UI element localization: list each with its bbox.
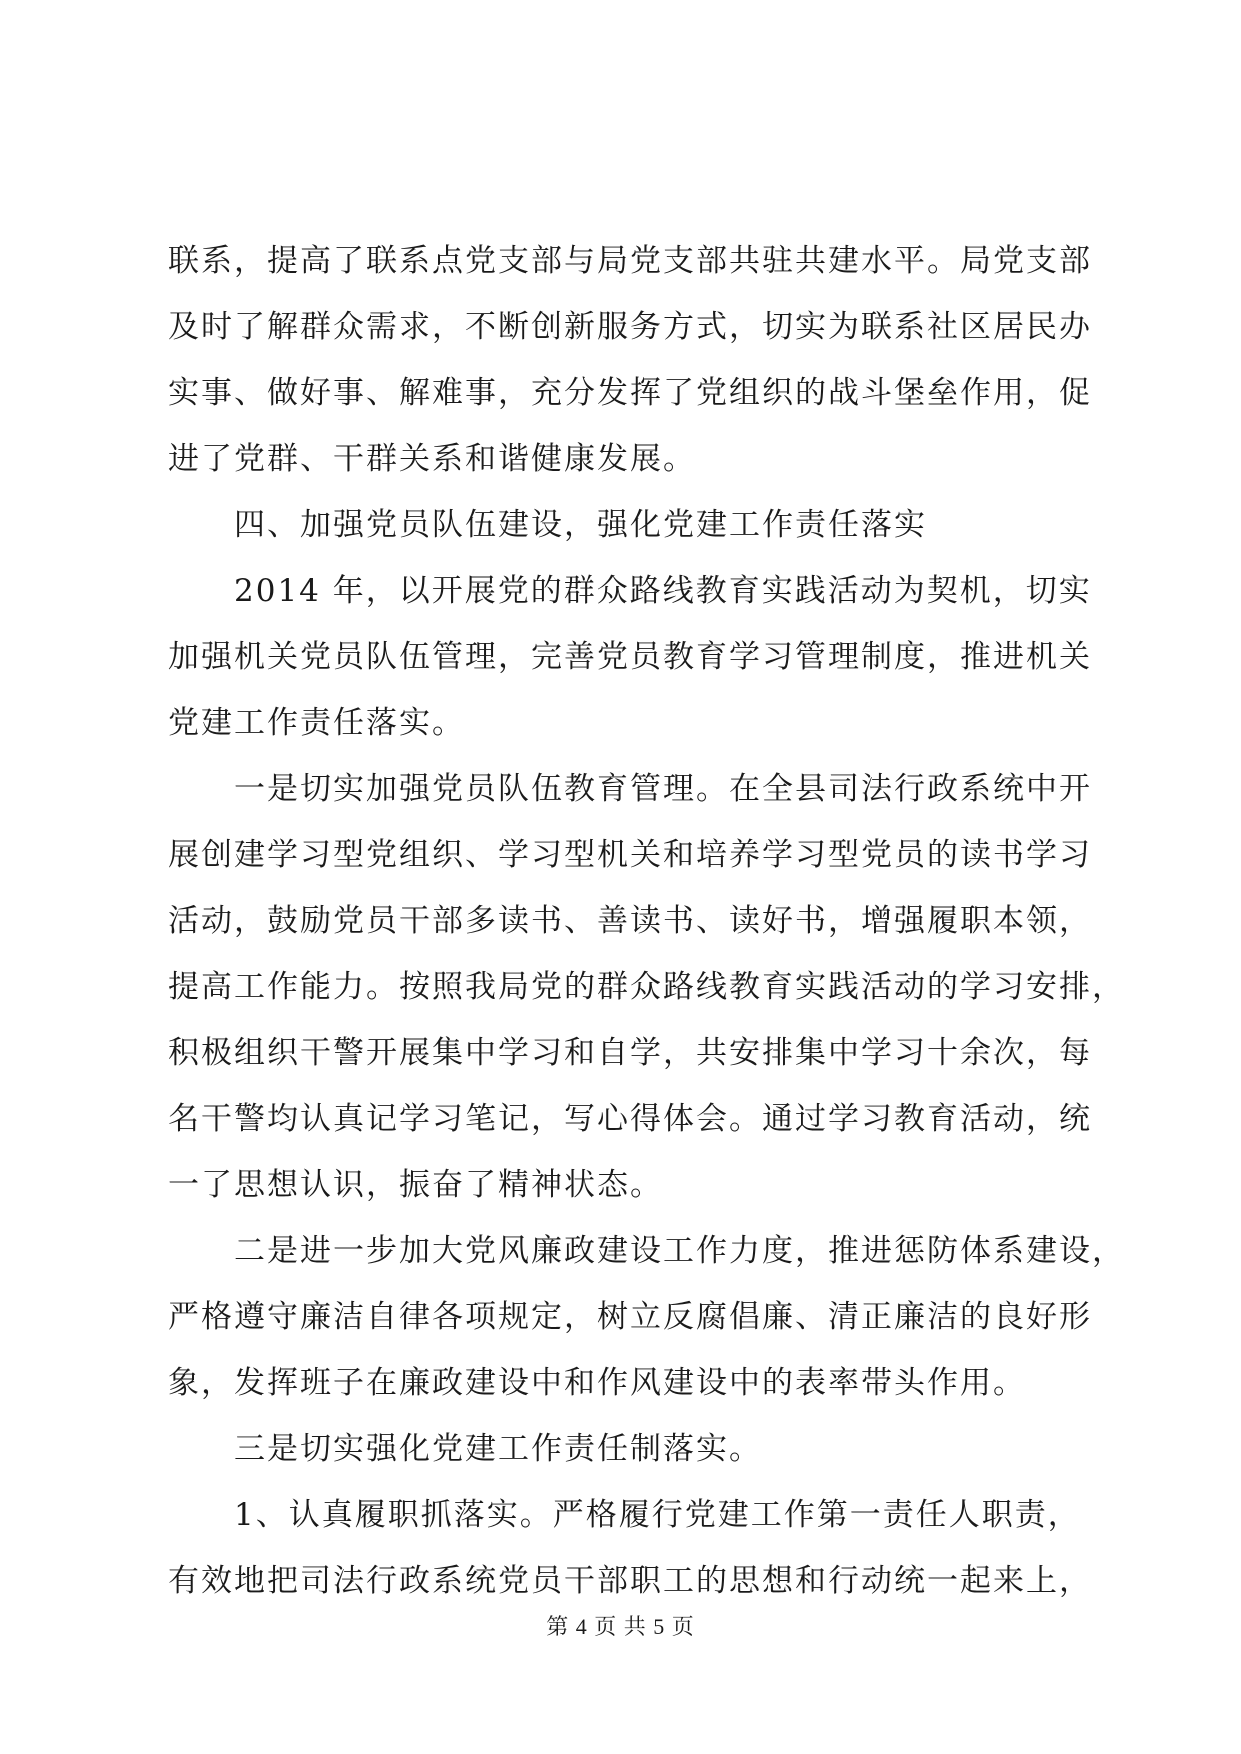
section-heading: 四、加强党员队伍建设，强化党建工作责任落实 (168, 507, 927, 543)
text-line: 一是切实加强党员队伍教育管理。在全县司法行政系统中开 (168, 771, 1092, 807)
text-line: 加强机关党员队伍管理，完善党员教育学习管理制度，推进机关 (168, 639, 1092, 675)
text-line: 二是进一步加大党风廉政建设工作力度，推进惩防体系建设， (168, 1233, 1125, 1269)
text-line: 实事、做好事、解难事，充分发挥了党组织的战斗堡垒作用，促 (168, 375, 1092, 411)
text-line: 2014 年，以开展党的群众路线教育实践活动为契机，切实 (168, 573, 1092, 609)
text-line: 展创建学习型党组织、学习型机关和培养学习型党员的读书学习 (168, 837, 1092, 873)
text-line: 活动，鼓励党员干部多读书、善读书、读好书，增强履职本领， (168, 903, 1092, 939)
document-body (168, 228, 1125, 1614)
text-line: 名干警均认真记学习笔记，写心得体会。通过学习教育活动，统 (168, 1101, 1092, 1137)
page-footer: 第 4 页 共 5 页 (546, 1614, 695, 1639)
text-line: 党建工作责任落实。 (168, 705, 465, 741)
text-line: 严格遵守廉洁自律各项规定，树立反腐倡廉、清正廉洁的良好形 (168, 1299, 1092, 1335)
text-line: 1、认真履职抓落实。严格履行党建工作第一责任人职责， (168, 1497, 1081, 1533)
text-line: 积极组织干警开展集中学习和自学，共安排集中学习十余次，每 (168, 1035, 1092, 1071)
text-line: 进了党群、干群关系和谐健康发展。 (168, 441, 696, 477)
text-line: 有效地把司法行政系统党员干部职工的思想和行动统一起来上， (168, 1563, 1092, 1599)
text-line: 及时了解群众需求，不断创新服务方式，切实为联系社区居民办 (168, 309, 1092, 345)
text-line: 一了思想认识，振奋了精神状态。 (168, 1167, 663, 1203)
text-line: 联系，提高了联系点党支部与局党支部共驻共建水平。局党支部 (168, 243, 1092, 279)
text-line: 提高工作能力。按照我局党的群众路线教育实践活动的学习安排， (168, 969, 1125, 1005)
text-line: 三是切实强化党建工作责任制落实。 (168, 1431, 762, 1467)
text-line: 象，发挥班子在廉政建设中和作风建设中的表率带头作用。 (168, 1365, 1026, 1401)
